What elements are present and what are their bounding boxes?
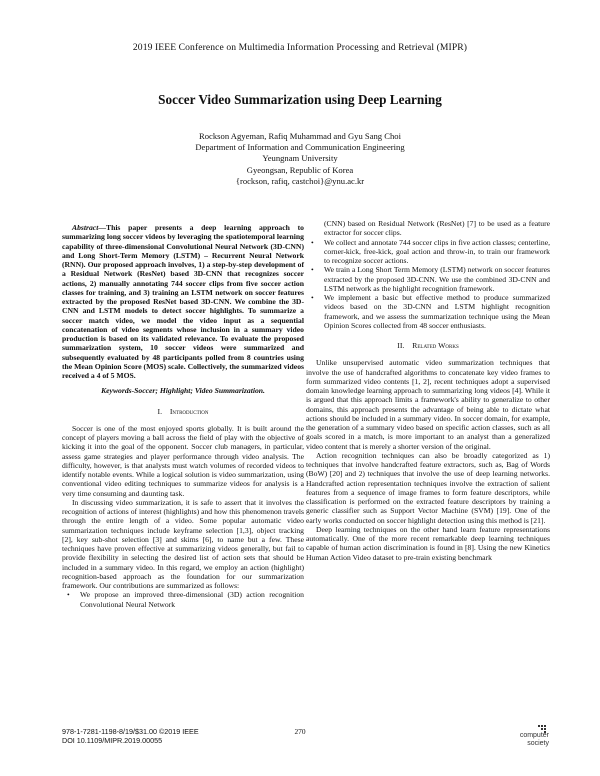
list-item: • We implement a basic but effective method to produce summarized videos based on the 3D-CNN and LSTM highlight recognition framework, and we assess the summarization technique using the Mean Opinion Scores collected from 48 soccer enthusiasts.	[311, 293, 550, 330]
abstract	[62, 223, 304, 380]
list-item: • We train a Long Short Term Memory (LSTM) network on soccer features extracted by the proposed 3D-CNN. We use the combined 3D-CNN and LSTM network as the highlight recognition framework.	[311, 265, 550, 293]
section-heading-introduction: I. Introduction	[157, 406, 209, 416]
logo-text: computer society	[519, 732, 549, 747]
paragraph: Soccer is one of the most enjoyed sports globally. It is built around the concept of players moving a ball across the field of play with the objective of kicking it into the goal of the opponent. Soccer club managers, in particular, assess game strategies and player performance through video analysis. The difficulty, however, is that analysts must watch volumes of recorded videos to identify notable events. While a logical solution is video summarization, using conventional video editing techniques to summarize videos for analysis is a very time consuming and daunting task.	[62, 423, 304, 498]
bullet-icon: •	[311, 293, 314, 302]
bullet-icon: •	[311, 265, 314, 275]
section-heading-related-works: II. Related Works	[397, 341, 459, 350]
conference-header: 2019 IEEE Conference on Multimedia Information Processing and Retrieval (MIPR)	[132, 42, 468, 53]
list-item: • We propose an improved three-dimensional (3D) action recognition Convolutional Neural Network	[67, 590, 304, 609]
list-item: • We collect and annotate 744 soccer clips in five action classes; centerline, corner-kick, free-kick, goal action and throw-in, to train our framework to recognize soccer actions.	[311, 237, 550, 265]
right-column	[306, 219, 550, 562]
author-names: Rockson Agyeman, Rafiq Muhammad and Gyu Sang Choi	[199, 131, 401, 141]
affiliation-line: Department of Information and Communication Engineering	[195, 142, 405, 153]
list-item-continued: (CNN) based on Residual Network (ResNet) [7] to be used as a feature extractor for soccer clips.	[324, 219, 550, 238]
affiliation-line: Gyeongsan, Republic of Korea	[246, 164, 354, 175]
author-emails: {rockson, rafiq, castchoi}@ynu.ac.kr	[235, 175, 365, 186]
abstract-label: Abstract	[72, 223, 99, 232]
author-block	[0, 131, 600, 187]
contribution-list-cont	[306, 219, 550, 330]
paper-title: Soccer Video Summarization using Deep Learning	[158, 92, 442, 107]
copyright-line: 978-1-7281-1198-8/19/$31.00 ©2019 IEEE	[62, 727, 199, 736]
bullet-icon: •	[311, 237, 314, 247]
affiliation-line: Yeungnam University	[262, 153, 338, 164]
computer-society-logo-icon	[505, 724, 549, 752]
paragraph: In discussing video summarization, it is safe to assert that it involves the recognition of actions of interest (highlights) and how this phenomenon travels through the entire length of a video. Some popular automatic video summarization techniques include keyframe selection [1,3], object tracking [2], key sub-shot selection [3] and skims [6], to name but a few. These techniques have proven effective at summarizing videos generally, but fail to provide flexibility in selecting the desired list of action sets that should be included in a summary video. In this regard, we employ an action (highlight) recognition-based approach as the foundation for our summarization framework. Our contributions are summarized as follows:	[62, 497, 304, 590]
paragraph: Deep learning techniques on the other hand learn feature representations automatically. One of the more recent remarkable deep learning techniques capable of human action discrimination is found in [8]. Using the new Kinetics Human Action Video dataset to pre-train existing benchmark	[306, 524, 550, 562]
keywords: Keywords-Soccer; Highlight; Video Summarization.	[101, 386, 265, 396]
contribution-list	[62, 590, 304, 609]
left-column	[62, 223, 304, 609]
paragraph: Action recognition techniques can also be broadly categorized as 1) techniques that involve handcrafted feature extractors, such as, Bag of Words (BoW) [20] and 2) techniques that involve the use of deep learning networks. Handcrafted action representation techniques involve the extraction of salient features from a sequence of image frames to form feature descriptors, while classification is performed on the extracted feature descriptors by training a generic classifier such as Support Vector Machine (SVM) [19]. One of the early works conducted on soccer highlight detection using this method is [21].	[306, 450, 550, 525]
page-number: 270	[294, 727, 306, 736]
doi-line: DOI 10.1109/MIPR.2019.00055	[62, 736, 163, 745]
bullet-icon: •	[67, 590, 70, 600]
paragraph: Unlike unsupervised automatic video summarization techniques that involve the use of handcrafted algorithms to concatenate key video frames to form summarized video contents [1, 2], recent techniques adopt a supervised domain knowledge learning approach to summarizing long videos [4]. While it is argued that this approach limits a framework's ability to generalize to other domains, this approach presents the advantage of being able to dictate what actions should be included in a summary video. In soccer domain, for example, the generation of a summary video based on specific action classes, such as all goals scored in a match, is more important to an analyst than a generalized video content that is merely a shorter version of the original.	[306, 358, 550, 451]
abstract-text: —This paper presents a deep learning approach to summarizing long soccer videos by leveraging the spatiotemporal learning capability of three-dimensional Convolutional Neural Network (3D-CNN) and Long Short-Term Memory (LSTM) – Recurrent Neural Network (RNN). Our proposed approach involves, 1) a step-by-step development of a Residual Network (ResNet) based 3D-CNN that recognizes soccer actions, 2) manually annotating 744 soccer clips from five soccer action classes for training, and 3) training an LSTM network on soccer features extracted by the proposed ResNet based 3D-CNN. We combine the 3D-CNN and LSTM models to detect soccer highlights. To summarize a soccer match video, we model the video input as a sequential concatenation of video segments whose inclusion in a summary video production is based on its validated relevance. To evaluate the proposed summarization system, 10 soccer videos were summarized and subsequently evaluated by 48 participants polled from 8 countries using the Mean Opinion Score (MOS) scale. Collectively, the summarized videos received a 4 of 5 MOS.	[62, 223, 304, 380]
